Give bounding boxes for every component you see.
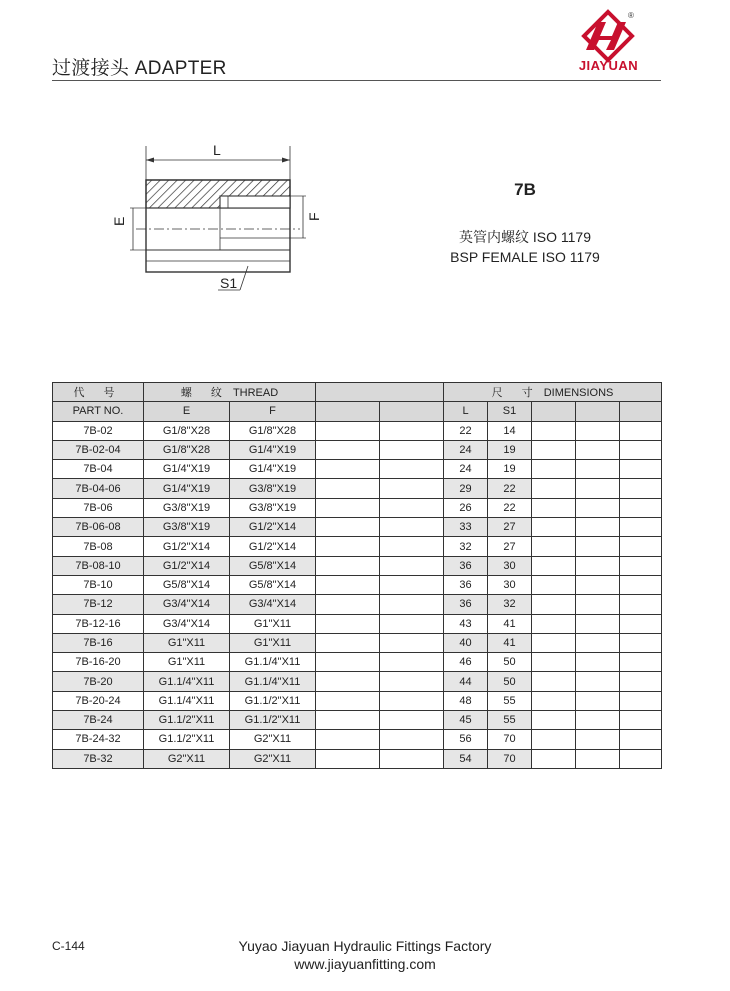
cell-f: G2"X11 xyxy=(230,730,316,749)
cell-part: 7B-20-24 xyxy=(53,691,144,710)
cell-e: G3/4"X14 xyxy=(144,595,230,614)
cell-s1: 30 xyxy=(488,556,532,575)
header-blank xyxy=(316,383,444,402)
cell-blank xyxy=(576,672,620,691)
cell-l: 44 xyxy=(444,672,488,691)
cell-blank xyxy=(380,498,444,517)
cell-f: G1"X11 xyxy=(230,614,316,633)
cell-blank xyxy=(380,421,444,440)
cell-blank xyxy=(316,421,380,440)
cell-blank xyxy=(316,556,380,575)
cell-e: G1.1/2"X11 xyxy=(144,711,230,730)
cell-blank xyxy=(380,518,444,537)
cell-s1: 19 xyxy=(488,440,532,459)
cell-blank xyxy=(576,691,620,710)
cell-e: G3/8"X19 xyxy=(144,518,230,537)
header-partno-cn: 代 号 xyxy=(53,383,144,402)
registered-mark: ® xyxy=(628,11,634,20)
cell-f: G2"X11 xyxy=(230,749,316,768)
cell-blank xyxy=(620,730,662,749)
table-row xyxy=(53,672,662,691)
cell-e: G1.1/2"X11 xyxy=(144,730,230,749)
cell-e: G1"X11 xyxy=(144,653,230,672)
cell-blank xyxy=(620,479,662,498)
cell-s1: 19 xyxy=(488,460,532,479)
cell-l: 40 xyxy=(444,633,488,652)
header-row-columns xyxy=(53,402,662,421)
cell-s1: 55 xyxy=(488,691,532,710)
label-s1: S1 xyxy=(220,275,238,291)
cell-blank xyxy=(532,614,576,633)
col-partno: PART NO. xyxy=(53,402,144,421)
cell-l: 24 xyxy=(444,440,488,459)
cell-blank xyxy=(620,421,662,440)
cell-f: G1/8"X28 xyxy=(230,421,316,440)
cell-l: 22 xyxy=(444,421,488,440)
col-blank xyxy=(316,402,380,421)
col-blank xyxy=(576,402,620,421)
table-row xyxy=(53,537,662,556)
cell-blank xyxy=(380,556,444,575)
cell-part: 7B-08-10 xyxy=(53,556,144,575)
cell-f: G3/8"X19 xyxy=(230,498,316,517)
table-row xyxy=(53,730,662,749)
footer-company: Yuyao Jiayuan Hydraulic Fittings Factory xyxy=(238,938,492,954)
cell-blank xyxy=(380,479,444,498)
cell-blank xyxy=(576,498,620,517)
col-blank xyxy=(380,402,444,421)
cell-part: 7B-06 xyxy=(53,498,144,517)
cell-part: 7B-12 xyxy=(53,595,144,614)
cell-blank xyxy=(316,691,380,710)
cell-f: G3/4"X14 xyxy=(230,595,316,614)
table-row xyxy=(53,421,662,440)
table-row xyxy=(53,749,662,768)
cell-blank xyxy=(532,460,576,479)
spec-table xyxy=(52,382,662,769)
cell-e: G3/8"X19 xyxy=(144,498,230,517)
cell-s1: 32 xyxy=(488,595,532,614)
cell-l: 32 xyxy=(444,537,488,556)
cell-blank xyxy=(620,595,662,614)
cell-blank xyxy=(532,711,576,730)
cell-part: 7B-04 xyxy=(53,460,144,479)
cell-blank xyxy=(576,556,620,575)
cell-s1: 41 xyxy=(488,614,532,633)
cell-e: G1/4"X19 xyxy=(144,479,230,498)
label-e: E xyxy=(111,216,127,226)
cell-part: 7B-02-04 xyxy=(53,440,144,459)
cell-s1: 22 xyxy=(488,498,532,517)
col-e: E xyxy=(144,402,230,421)
cell-blank xyxy=(532,479,576,498)
cell-blank xyxy=(316,460,380,479)
cell-blank xyxy=(380,749,444,768)
cell-blank xyxy=(532,633,576,652)
model-code: 7B xyxy=(514,180,536,199)
cell-blank xyxy=(532,730,576,749)
cell-e: G1/2"X14 xyxy=(144,556,230,575)
cell-blank xyxy=(532,653,576,672)
cell-blank xyxy=(532,575,576,594)
cell-blank xyxy=(380,691,444,710)
table-row xyxy=(53,518,662,537)
cell-blank xyxy=(316,749,380,768)
cell-blank xyxy=(532,498,576,517)
table-row xyxy=(53,711,662,730)
cell-blank xyxy=(620,460,662,479)
page-number: C-144 xyxy=(52,939,85,953)
cell-blank xyxy=(576,749,620,768)
cell-blank xyxy=(620,518,662,537)
cell-e: G1/8"X28 xyxy=(144,421,230,440)
header-divider xyxy=(52,80,661,81)
cell-blank xyxy=(576,614,620,633)
cell-blank xyxy=(532,518,576,537)
col-l: L xyxy=(444,402,488,421)
cell-part: 7B-32 xyxy=(53,749,144,768)
cell-blank xyxy=(576,595,620,614)
cell-blank xyxy=(620,711,662,730)
cell-l: 29 xyxy=(444,479,488,498)
cell-blank xyxy=(532,421,576,440)
cell-s1: 27 xyxy=(488,518,532,537)
cell-blank xyxy=(316,653,380,672)
cell-blank xyxy=(532,691,576,710)
cell-l: 45 xyxy=(444,711,488,730)
cell-blank xyxy=(576,440,620,459)
page-title: 过渡接头 ADAPTER xyxy=(52,58,227,79)
cell-l: 33 xyxy=(444,518,488,537)
cell-blank xyxy=(576,460,620,479)
cell-blank xyxy=(532,595,576,614)
col-blank xyxy=(620,402,662,421)
cell-blank xyxy=(316,672,380,691)
label-f: F xyxy=(306,212,322,221)
cell-blank xyxy=(620,749,662,768)
cell-e: G1"X11 xyxy=(144,633,230,652)
cell-part: 7B-20 xyxy=(53,672,144,691)
cell-l: 36 xyxy=(444,575,488,594)
cell-f: G5/8"X14 xyxy=(230,556,316,575)
table-row xyxy=(53,575,662,594)
cell-blank xyxy=(620,498,662,517)
table-row xyxy=(53,556,662,575)
cell-blank xyxy=(576,711,620,730)
cell-f: G3/8"X19 xyxy=(230,479,316,498)
cell-blank xyxy=(532,672,576,691)
cell-e: G1/4"X19 xyxy=(144,460,230,479)
cell-blank xyxy=(380,711,444,730)
cell-blank xyxy=(532,440,576,459)
cell-blank xyxy=(620,653,662,672)
description-en: BSP FEMALE ISO 1179 xyxy=(450,249,600,265)
cell-blank xyxy=(532,556,576,575)
cell-e: G2"X11 xyxy=(144,749,230,768)
cell-s1: 22 xyxy=(488,479,532,498)
cell-l: 48 xyxy=(444,691,488,710)
cell-l: 36 xyxy=(444,556,488,575)
cell-blank xyxy=(620,440,662,459)
footer-url: www.jiayuanfitting.com xyxy=(294,956,436,972)
description-cn: 英管内螺纹 ISO 1179 xyxy=(458,229,591,245)
cell-blank xyxy=(620,691,662,710)
col-f: F xyxy=(230,402,316,421)
cell-f: G1.1/2"X11 xyxy=(230,711,316,730)
cell-blank xyxy=(380,653,444,672)
cell-f: G5/8"X14 xyxy=(230,575,316,594)
cell-blank xyxy=(620,633,662,652)
cell-blank xyxy=(576,479,620,498)
cell-blank xyxy=(380,537,444,556)
cell-s1: 50 xyxy=(488,672,532,691)
cell-s1: 41 xyxy=(488,633,532,652)
col-s1: S1 xyxy=(488,402,532,421)
cell-l: 24 xyxy=(444,460,488,479)
cell-blank xyxy=(532,749,576,768)
cell-blank xyxy=(316,440,380,459)
cell-f: G1.1/4"X11 xyxy=(230,672,316,691)
cell-blank xyxy=(316,479,380,498)
cell-blank xyxy=(316,575,380,594)
cell-f: G1"X11 xyxy=(230,633,316,652)
cell-e: G1.1/4"X11 xyxy=(144,691,230,710)
col-blank xyxy=(532,402,576,421)
cell-blank xyxy=(380,575,444,594)
brand-name: JIAYUAN xyxy=(578,58,639,73)
cell-e: G5/8"X14 xyxy=(144,575,230,594)
cell-blank xyxy=(576,653,620,672)
cell-blank xyxy=(620,672,662,691)
table-row xyxy=(53,479,662,498)
cell-blank xyxy=(532,537,576,556)
cell-e: G3/4"X14 xyxy=(144,614,230,633)
cell-s1: 27 xyxy=(488,537,532,556)
cell-part: 7B-02 xyxy=(53,421,144,440)
table-row xyxy=(53,691,662,710)
table-row xyxy=(53,440,662,459)
cell-blank xyxy=(380,633,444,652)
cell-blank xyxy=(316,518,380,537)
cell-blank xyxy=(380,595,444,614)
adapter-drawing xyxy=(100,138,330,298)
cell-part: 7B-04-06 xyxy=(53,479,144,498)
cell-part: 7B-16-20 xyxy=(53,653,144,672)
cell-blank xyxy=(380,730,444,749)
header-dimensions: 尺 寸 DIMENSIONS xyxy=(444,383,662,402)
cell-f: G1.1/4"X11 xyxy=(230,653,316,672)
cell-blank xyxy=(576,421,620,440)
cell-f: G1.1/2"X11 xyxy=(230,691,316,710)
table-row xyxy=(53,633,662,652)
cell-blank xyxy=(380,614,444,633)
cell-blank xyxy=(316,614,380,633)
cell-f: G1/4"X19 xyxy=(230,440,316,459)
cell-blank xyxy=(576,730,620,749)
cell-l: 56 xyxy=(444,730,488,749)
table-row xyxy=(53,460,662,479)
cell-blank xyxy=(576,537,620,556)
cell-blank xyxy=(316,711,380,730)
cell-blank xyxy=(380,672,444,691)
cell-s1: 30 xyxy=(488,575,532,594)
table-row xyxy=(53,595,662,614)
header-thread: 螺 纹 THREAD xyxy=(144,383,316,402)
table-row xyxy=(53,498,662,517)
cell-l: 43 xyxy=(444,614,488,633)
cell-l: 54 xyxy=(444,749,488,768)
cell-part: 7B-10 xyxy=(53,575,144,594)
cell-part: 7B-24-32 xyxy=(53,730,144,749)
cell-f: G1/4"X19 xyxy=(230,460,316,479)
cell-blank xyxy=(380,440,444,459)
cell-l: 36 xyxy=(444,595,488,614)
cell-blank xyxy=(620,575,662,594)
cell-blank xyxy=(576,575,620,594)
cell-s1: 70 xyxy=(488,730,532,749)
cell-part: 7B-08 xyxy=(53,537,144,556)
cell-e: G1/8"X28 xyxy=(144,440,230,459)
table-row xyxy=(53,653,662,672)
cell-e: G1/2"X14 xyxy=(144,537,230,556)
cell-s1: 70 xyxy=(488,749,532,768)
cell-blank xyxy=(620,537,662,556)
cell-f: G1/2"X14 xyxy=(230,518,316,537)
cell-blank xyxy=(316,730,380,749)
cell-blank xyxy=(316,633,380,652)
table-row xyxy=(53,614,662,633)
cell-blank xyxy=(620,556,662,575)
cell-e: G1.1/4"X11 xyxy=(144,672,230,691)
cell-blank xyxy=(380,460,444,479)
cell-part: 7B-12-16 xyxy=(53,614,144,633)
cell-f: G1/2"X14 xyxy=(230,537,316,556)
cell-blank xyxy=(576,633,620,652)
cell-blank xyxy=(620,614,662,633)
cell-l: 26 xyxy=(444,498,488,517)
cell-blank xyxy=(316,595,380,614)
cell-s1: 14 xyxy=(488,421,532,440)
cell-s1: 50 xyxy=(488,653,532,672)
cell-part: 7B-24 xyxy=(53,711,144,730)
cell-s1: 55 xyxy=(488,711,532,730)
label-length: L xyxy=(213,142,221,158)
cell-blank xyxy=(576,518,620,537)
cell-part: 7B-16 xyxy=(53,633,144,652)
cell-blank xyxy=(316,537,380,556)
header-row-group xyxy=(53,383,662,402)
cell-part: 7B-06-08 xyxy=(53,518,144,537)
cell-l: 46 xyxy=(444,653,488,672)
cell-blank xyxy=(316,498,380,517)
